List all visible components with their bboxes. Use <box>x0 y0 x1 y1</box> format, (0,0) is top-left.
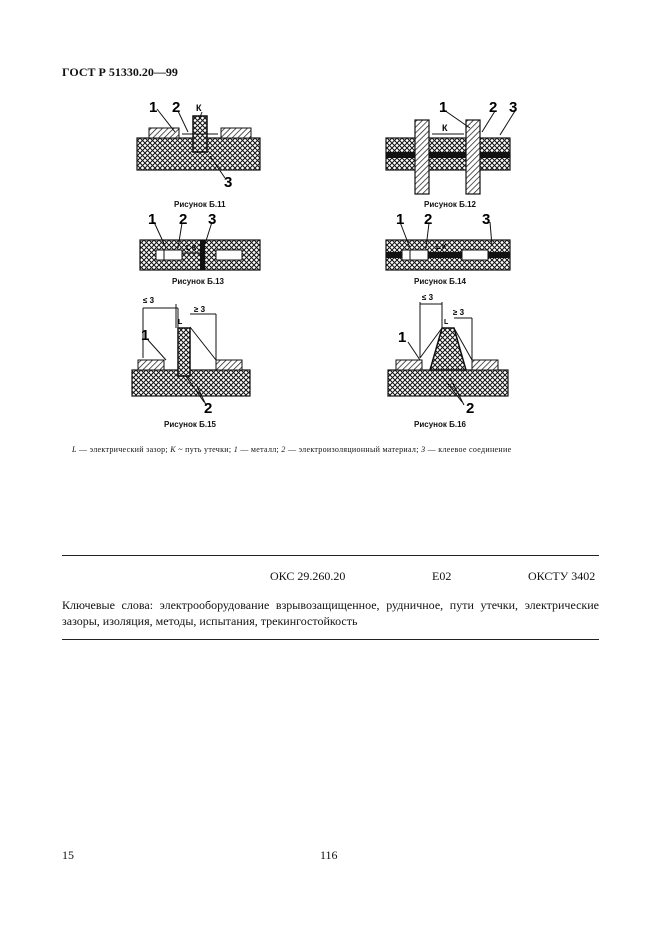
figure-b14-label-l: L <box>436 244 441 251</box>
figure-b15-label-1: 1 <box>141 327 150 344</box>
figure-b12-label-1: 1 <box>439 99 448 116</box>
figure-b14-label-2: 2 <box>424 211 433 228</box>
oks-code: ОКС 29.260.20 <box>270 569 346 583</box>
legend-l-symbol: L <box>72 445 77 454</box>
legend-t3: — клеевое соединение <box>425 445 512 454</box>
figure-b16-label-ge3: ≥ 3 <box>453 308 465 317</box>
legend-k-symbol: К <box>170 445 176 454</box>
page-number: 116 <box>320 848 338 862</box>
figure-b16-label-2: 2 <box>466 400 475 415</box>
figure-b14 <box>382 210 522 295</box>
figure-b16-label-1: 1 <box>398 329 407 346</box>
figure-b15-label-l: L <box>178 319 183 326</box>
category-code: Е02 <box>432 569 452 583</box>
figure-b11-drawing <box>130 98 270 198</box>
legend-l-text: — электрический зазор; <box>76 445 171 454</box>
document-header: ГОСТ Р 51330.20—99 <box>62 65 178 79</box>
figure-b12-label-3: 3 <box>509 99 518 116</box>
figure-b12-caption: Рисунок Б.12 <box>424 200 476 209</box>
figure-b16-label-l: L <box>444 319 449 326</box>
figure-legend <box>72 445 511 454</box>
bottom-rule <box>62 639 599 640</box>
figure-b14-drawing <box>382 210 522 280</box>
figure-b16 <box>380 290 520 430</box>
legend-t2: — электроизоляционный материал; <box>285 445 422 454</box>
figure-b15-caption: Рисунок Б.15 <box>164 420 216 429</box>
figure-b11 <box>130 98 270 213</box>
figure-b14-label-1: 1 <box>396 211 405 228</box>
figure-b16-caption: Рисунок Б.16 <box>414 420 466 429</box>
figure-b11-label-k: К <box>196 103 202 113</box>
figure-b16-drawing <box>380 290 520 415</box>
figure-b13 <box>134 210 274 295</box>
figure-b11-label-2: 2 <box>172 99 181 116</box>
figure-b15-label-ge3: ≥ 3 <box>194 305 206 314</box>
legend-n3: 3 <box>421 445 426 454</box>
legend-k-text: ~ путь утечки; <box>175 445 234 454</box>
figure-b15-drawing <box>126 290 266 415</box>
figure-b13-label-k: К <box>192 245 197 252</box>
legend-t1: — металл; <box>238 445 282 454</box>
figure-b11-caption: Рисунок Б.11 <box>174 200 226 209</box>
figure-b16-label-le3: ≤ 3 <box>422 293 434 302</box>
figure-b13-drawing <box>134 210 274 280</box>
figure-b15-label-2: 2 <box>204 400 213 415</box>
figure-b13-label-1: 1 <box>148 211 157 228</box>
figure-b15 <box>126 290 266 430</box>
figure-b14-caption: Рисунок Б.14 <box>414 277 466 286</box>
figure-b13-label-3: 3 <box>208 211 217 228</box>
figure-b12 <box>382 98 522 213</box>
figure-b15-label-le3: ≤ 3 <box>143 296 155 305</box>
legend-n2: 2 <box>281 445 286 454</box>
figure-b13-caption: Рисунок Б.13 <box>172 277 224 286</box>
legend-n1: 1 <box>233 445 239 454</box>
top-rule <box>62 555 599 556</box>
figure-b14-label-3: 3 <box>482 211 491 228</box>
figure-b12-drawing <box>382 98 522 198</box>
figure-b11-label-3: 3 <box>224 174 233 191</box>
figure-b14-label-k: К <box>442 244 447 251</box>
figure-b12-label-k: К <box>442 123 448 133</box>
figure-b11-label-1: 1 <box>149 99 158 116</box>
figure-b13-label-l: L <box>186 245 191 252</box>
figure-b12-label-2: 2 <box>489 99 498 116</box>
okstu-code: ОКСТУ 3402 <box>528 569 596 583</box>
keywords-text: Ключевые слова: электрооборудование взрывозащищенное, рудничное, пути утечки, электрические зазоры, изоляция, методы, испытания, трекингостойкость <box>62 598 599 628</box>
left-number: 15 <box>62 848 74 862</box>
figure-b13-label-2: 2 <box>179 211 188 228</box>
